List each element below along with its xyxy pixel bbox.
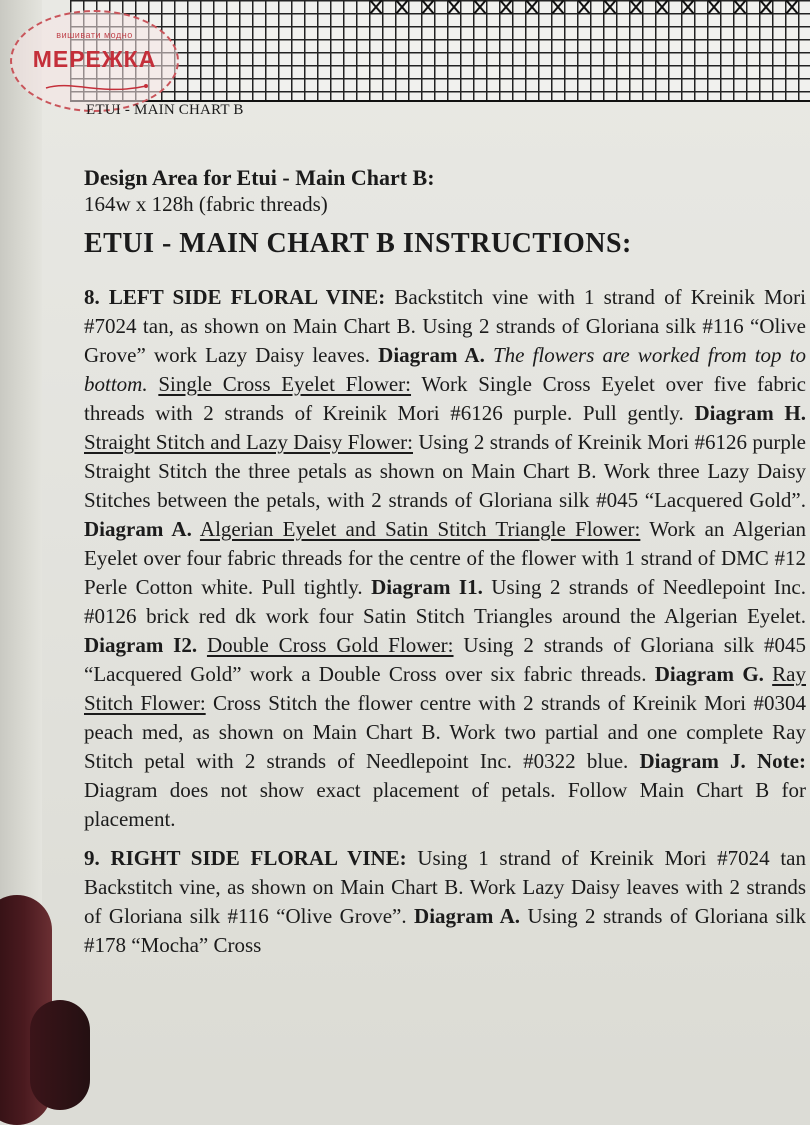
section-8-text: The flowers are worked from top to bottom. xyxy=(84,343,806,396)
section-8-heading: 8. LEFT SIDE FLORAL VINE: xyxy=(84,285,386,309)
section-8-text: Using 2 strands of Gloriana silk #045 “Lacquered Gold” work a Double Cross over six fabric threads. xyxy=(84,633,806,686)
flower-subheading: Double Cross Gold Flower: xyxy=(206,633,454,657)
section-9-paragraph xyxy=(84,844,806,960)
section-8-text: Diagram does not show exact placement of petals. Follow Main Chart B for placement. xyxy=(84,778,806,831)
section-9-text: Using 1 strand of Kreinik Mori #7024 tan Backstitch vine, as shown on Main Chart B. Work Lazy Daisy leaves with 2 strands of Gloriana silk #116 “Olive Grove”. xyxy=(84,846,806,928)
chart-stitch-marks xyxy=(360,0,810,24)
diagram-ref: Diagram G. xyxy=(654,662,764,686)
section-8-text: Using 2 strands of Needlepoint Inc. #0126 brick red dk work four Satin Stitch Triangles around the Algerian Eyelet. xyxy=(84,575,806,628)
section-8-text: Using 2 strands of Kreinik Mori #6126 purple Straight Stitch the three petals as shown on Main Chart B. Work three Lazy Daisy Stitches between the petals, with 2 strands of Gloriana silk #045 “Lacquered Gold”. xyxy=(84,430,806,512)
diagram-ref: Diagram H. xyxy=(694,401,807,425)
section-8-text: Work an Algerian Eyelet over four fabric threads for the centre of the flower with 1 strand of DMC #12 Perle Cotton white. Pull tightly. xyxy=(84,517,806,599)
chart-grid xyxy=(70,0,810,102)
design-area-title: Design Area for Etui - Main Chart B: xyxy=(84,165,435,190)
section-9-text: Using 2 strands of Gloriana silk #178 “Mocha” Cross xyxy=(84,904,806,957)
chart-caption: ETUI - MAIN CHART B xyxy=(86,102,244,118)
flower-subheading: Ray Stitch Flower: xyxy=(84,662,806,715)
diagram-ref: Diagram I2. xyxy=(84,633,198,657)
section-8-text: Cross Stitch the flower centre with 2 strands of Kreinik Mori #0304 peach med, as shown on Main Chart B. Work two partial and one complete Ray Stitch petal with 2 strands of Needlepoint Inc. #0322 blue. xyxy=(84,691,806,773)
finger-overlay xyxy=(30,1000,90,1110)
diagram-ref: Diagram A. xyxy=(414,904,521,928)
section-9-heading: 9. RIGHT SIDE FLORAL VINE: xyxy=(84,846,407,870)
diagram-ref: Diagram I1. xyxy=(371,575,483,599)
section-8-text: Backstitch vine with 1 strand of Kreinik Mori #7024 tan, as shown on Main Chart B. Using 2 strands of Gloriana silk #116 “Olive Grove” work Lazy Daisy leaves. xyxy=(84,285,806,367)
diagram-ref: Diagram J. Note: xyxy=(639,749,806,773)
shop-logo xyxy=(10,10,179,112)
diagram-ref: Diagram A. xyxy=(378,343,485,367)
instructions-title: ETUI - MAIN CHART B INSTRUCTIONS: xyxy=(84,228,632,259)
flower-subheading: Single Cross Eyelet Flower: xyxy=(158,372,412,396)
flower-subheading: Algerian Eyelet and Satin Stitch Triangle Flower: xyxy=(199,517,641,541)
needle-icon xyxy=(42,78,152,103)
logo-name: МЕРЕЖКА xyxy=(32,46,157,72)
logo-tagline: вишивати модно xyxy=(56,30,133,40)
instructions-text xyxy=(84,165,806,970)
flower-subheading: Straight Stitch and Lazy Daisy Flower: xyxy=(84,430,413,454)
design-area-size: 164w x 128h (fabric threads) xyxy=(84,192,328,216)
section-8-paragraph xyxy=(84,283,806,834)
diagram-ref: Diagram A. xyxy=(84,517,192,541)
section-8-text: Work Single Cross Eyelet over five fabric threads with 2 strands of Kreinik Mori #6126 purple. Pull gently. xyxy=(84,372,806,425)
